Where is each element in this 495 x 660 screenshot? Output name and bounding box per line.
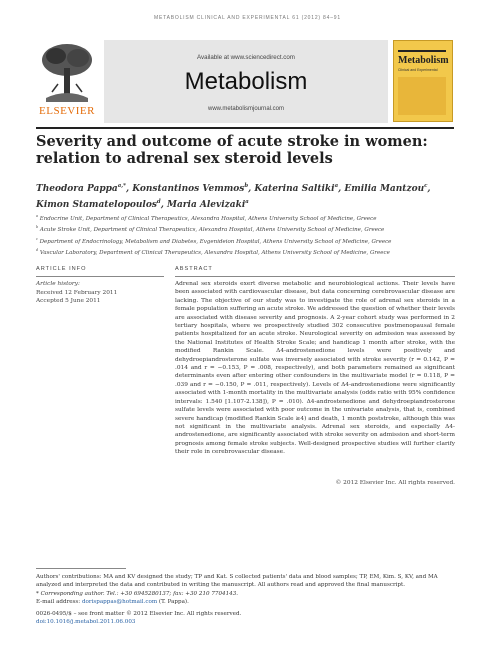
- header-divider: [36, 127, 454, 129]
- author: Katerina Saltiki: [254, 184, 335, 194]
- author: Theodora Pappa: [36, 184, 118, 194]
- cover-rule: [398, 50, 446, 52]
- email-label: E-mail address:: [36, 599, 82, 606]
- elsevier-tree-icon: [38, 40, 96, 102]
- journal-title: Metabolism: [184, 68, 308, 95]
- affiliation-text: Acute Stroke Unit, Department of Clinical Therapeutics, Alexandra Hospital, Athens University School of Medicine, Greece: [39, 227, 385, 234]
- author-separator: ,: [427, 184, 431, 194]
- journal-cover: [393, 40, 453, 122]
- email-suffix: (T. Pappa).: [157, 599, 189, 606]
- affiliation-list: [36, 212, 476, 257]
- author-affiliation-mark[interactable]: c: [424, 183, 428, 189]
- affiliation-text: Department of Endocrinology, Metabolism and Diabetes, Evgenideion Hospital, Athens University School of Medicine, Greece: [39, 238, 392, 245]
- affiliation-key: d: [36, 247, 39, 252]
- author-separator: ,: [248, 184, 255, 194]
- affiliation-item: [36, 235, 476, 246]
- author: Maria Alevizaki: [166, 199, 246, 210]
- bottom-matter: [36, 610, 456, 627]
- author: Kimon Stamatelopoulos: [36, 199, 157, 210]
- article-history: [36, 280, 156, 306]
- email-line: [36, 598, 456, 606]
- abstract-heading: ABSTRACT: [175, 266, 213, 272]
- issn-line: 0026-0495/$ – see front matter © 2012 Elsevier Inc. All rights reserved.: [36, 611, 242, 617]
- affiliation-key: a: [36, 214, 38, 218]
- author-affiliation-mark[interactable]: a: [245, 198, 249, 205]
- author: Emilia Mantzou: [344, 184, 425, 194]
- author-separator: ,: [125, 184, 133, 194]
- footnote-divider: [36, 568, 126, 569]
- received-date: Received 12 February 2011: [36, 289, 118, 296]
- elsevier-logo: [36, 40, 98, 120]
- author: Konstantinos Vemmos: [132, 184, 245, 194]
- cover-image: [398, 77, 446, 115]
- email-link[interactable]: dorispappas@hotmail.com: [81, 599, 158, 606]
- abstract-divider: [175, 276, 455, 277]
- footnotes: [36, 573, 456, 607]
- affiliation-item: [36, 246, 476, 257]
- history-label: Article history:: [36, 281, 80, 287]
- affiliation-text: Endocrine Unit, Department of Clinical Therapeutics, Alexandra Hospital, Athens University School of Medicine, Greece: [39, 215, 377, 222]
- article-info-divider: [36, 276, 164, 277]
- author-list: [36, 180, 454, 211]
- author-affiliation-mark[interactable]: a,*: [117, 183, 126, 189]
- affiliation-key: c: [36, 236, 38, 241]
- doi-link[interactable]: doi:10.1016/j.metabol.2011.06.003: [36, 619, 136, 626]
- article-info-heading: ARTICLE INFO: [36, 266, 87, 272]
- running-head: METABOLISM CLINICAL AND EXPERIMENTAL 61 (2012) 84–91: [154, 15, 341, 21]
- sciencedirect-availability[interactable]: Available at www.sciencedirect.com: [197, 54, 295, 61]
- affiliation-item: [36, 223, 476, 234]
- author-separator: ,: [160, 199, 167, 210]
- abstract-copyright: © 2012 Elsevier Inc. All rights reserved.: [335, 480, 455, 486]
- abstract-body: Adrenal sex steroids exert diverse metabolic and neurobiological actions. Their levels have been associated with cardiovascular disease, but data concerning cerebrovascular disease are lacking. The objective of our study was to investigate the role of adrenal sex steroids in a female population suffering an acute stroke. We addressed the question of whether their levels are associated with disease severity and prognosis. A 2-year cohort study was performed in 2 tertiary hospitals, where we prospectively studied 302 consecutive postmenopausal female patients hospitalized for an acute stroke. Neurological severity on admission was assessed by the National Institutes of Health Stroke Scale; and handicap 1 month after stroke, with the modified Rankin Scale. Δ4-androstenedione levels were positively and dehydroepiandrosterone sulfate was inversely associated with stroke severity (r = 0.142, P = .014 and r = −0.153, P = .008, respectively), and both parameters remained as significant determinants even after entering other confounders in the multivariate model (r = 0.118, P = .039 and r = −0.150, P = .011, respectively). Levels of Δ4-androstenedione were significantly associated with 1-month mortality in the multivariate analysis (odds ratio with 95% confidence intervals: 1.540 [1.107-2.138]), P = .010). Δ4-androstenedione and dehydroepiandrosterone sulfate levels were associated with poor outcome in the univariate analysis, that is, combined severe handicap (modified Rankin Scale ≥4) and death, 1 month poststroke, although this was not significant in the multivariate analysis. Adrenal sex steroids, and especially Δ4-androstenedione, are significantly associated with stroke severity on admission and short-term prognosis among female stroke subjects. Well-designed prospective studies will further clarify their role in cerebrovascular disease.: [175, 281, 455, 456]
- accepted-date: Accepted 5 June 2011: [36, 298, 101, 304]
- affiliation-item: [36, 212, 476, 223]
- publisher-name: ELSEVIER: [39, 105, 95, 117]
- affiliation-key: b: [36, 225, 39, 230]
- journal-url[interactable]: www.metabolismjournal.com: [207, 106, 285, 112]
- author-affiliation-mark[interactable]: a: [334, 183, 339, 189]
- author-affiliation-mark[interactable]: b: [244, 183, 249, 189]
- cover-title: Metabolism: [398, 55, 449, 66]
- author-contributions: Authors' contributions: MA and KV designed the study; TP and Kat. S collected patients' data and blood samples; TP, EM, Kim. S, KV, and MA analyzed and interpreted the data and contributed in writing the manuscript. All authors read and approved the final manuscript.: [36, 574, 438, 589]
- corresponding-author: * Corresponding author. Tel.: +30 6945280137; fax: +30 210 7704143.: [36, 590, 239, 597]
- cover-subtitle: Clinical and Experimental: [398, 68, 438, 72]
- author-affiliation-mark[interactable]: d: [156, 198, 161, 205]
- author-separator: ,: [338, 184, 345, 194]
- affiliation-text: Vascular Laboratory, Department of Clinical Therapeutics, Alexandra Hospital, Athens University School of Medicine, Greece: [39, 249, 390, 256]
- article-title: Severity and outcome of acute stroke in women: relation to adrenal sex steroid levels: [36, 133, 428, 167]
- journal-banner: [104, 40, 388, 123]
